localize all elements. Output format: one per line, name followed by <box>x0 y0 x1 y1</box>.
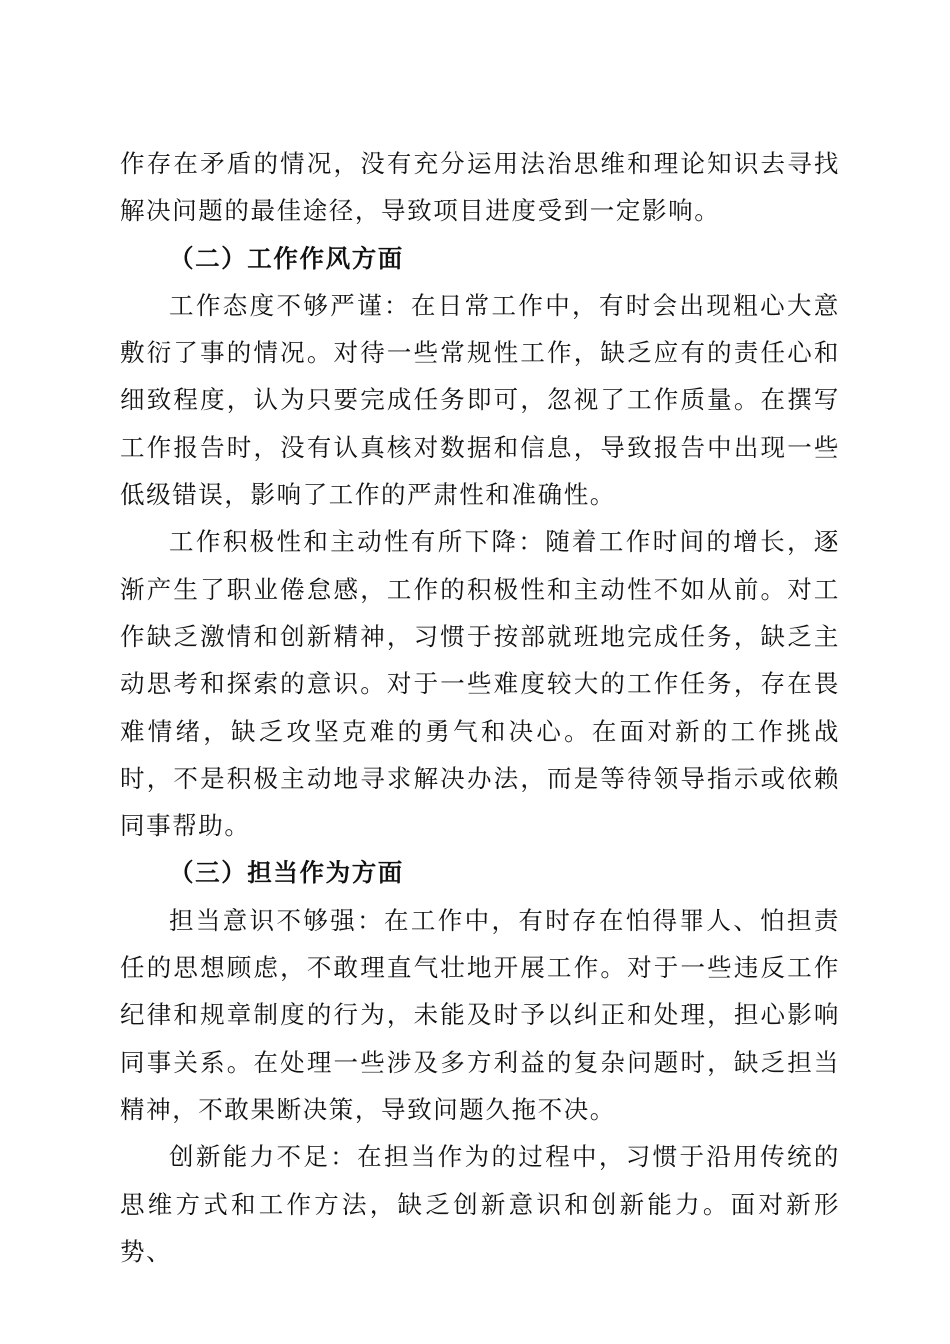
paragraph-continuation: 作存在矛盾的情况，没有充分运用法治思维和理论知识去寻找解决问题的最佳途径，导致项目进度受到一定影响。 <box>120 149 840 226</box>
paragraph-innovation-ability: 创新能力不足：在担当作为的过程中，习惯于沿用传统的思维方式和工作方法，缺乏创新意识和创新能力。面对新形势、 <box>120 1142 840 1266</box>
section-heading-work-style: （二）工作作风方面 <box>169 243 404 273</box>
paragraph-work-initiative: 工作积极性和主动性有所下降：随着工作时间的增长，逐渐产生了职业倦怠感，工作的积极性和主动性不如从前。对工作缺乏激情和创新精神，习惯于按部就班地完成任务，缺乏主动思考和探索的意识。对于一些难度较大的工作任务，存在畏难情绪，缺乏攻坚克难的勇气和决心。在面对新的工作挑战时，不是积极主动地寻求解决办法，而是等待领导指示或依赖同事帮助。 <box>120 527 840 841</box>
paragraph-responsibility-awareness: 担当意识不够强：在工作中，有时存在怕得罪人、怕担责任的思想顾虑，不敢理直气壮地开展工作。对于一些违反工作纪律和规章制度的行为，未能及时予以纠正和处理，担心影响同事关系。在处理一些涉及多方利益的复杂问题时，缺乏担当精神，不敢果断决策，导致问题久拖不决。 <box>120 905 840 1124</box>
section-heading-responsibility: （三）担当作为方面 <box>169 858 404 888</box>
document-body <box>120 140 840 1275</box>
paragraph-work-attitude: 工作态度不够严谨：在日常工作中，有时会出现粗心大意敷衍了事的情况。对待一些常规性工作，缺乏应有的责任心和细致程度，认为只要完成任务即可，忽视了工作质量。在撰写工作报告时，没有认真核对数据和信息，导致报告中出现一些低级错误，影响了工作的严肃性和准确性。 <box>120 290 840 510</box>
